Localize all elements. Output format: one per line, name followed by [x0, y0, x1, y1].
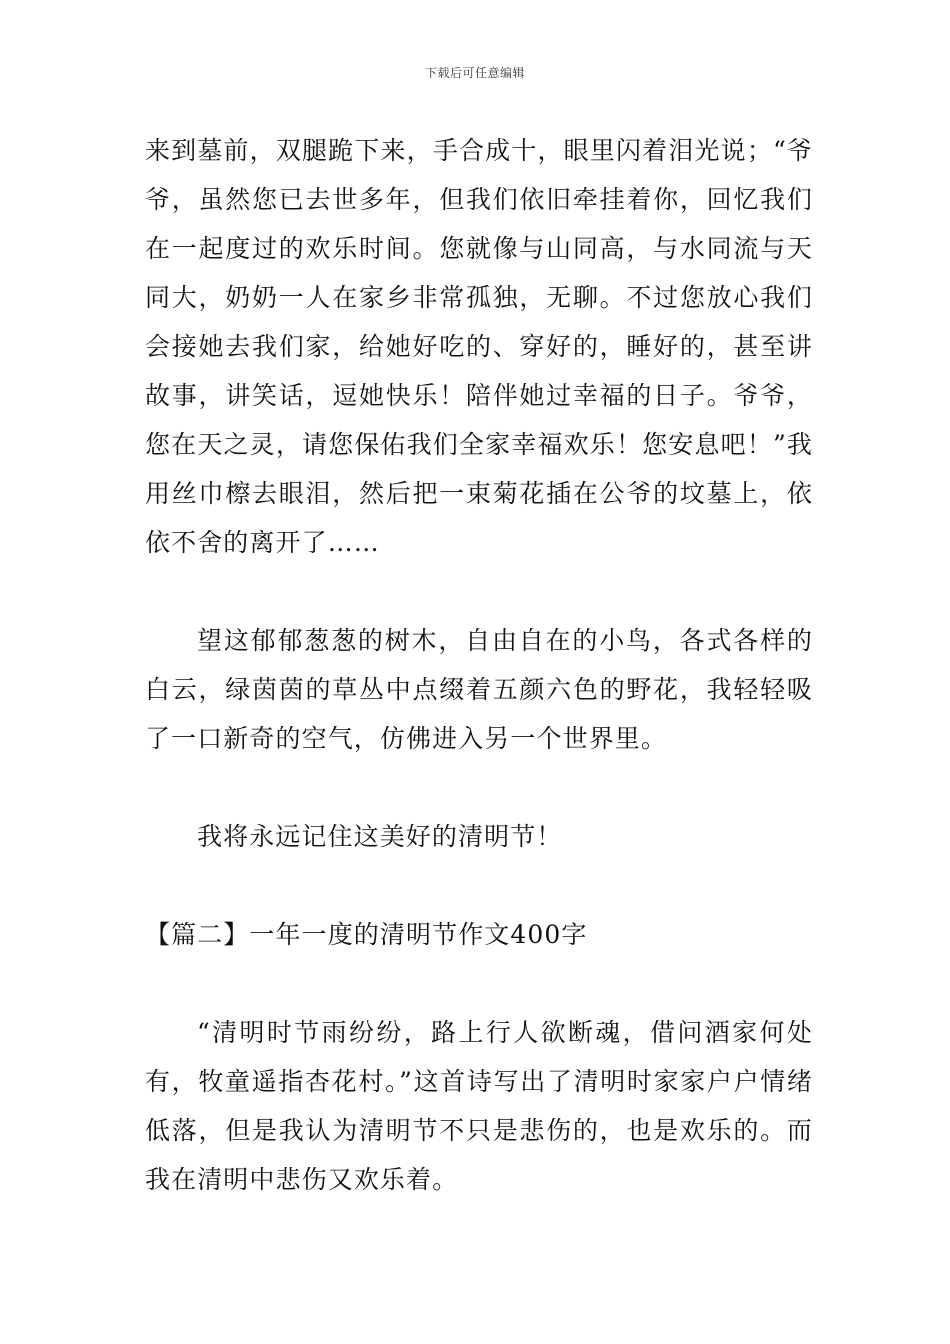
- paragraph-letter-to-grandpa: 来到墓前，双腿跪下来，手合成十，眼里闪着泪光说；“爷爷，虽然您已去世多年，但我们依旧牵挂着你，回忆我们在一起度过的欢乐时间。您就像与山同高，与水同流与天同大，奶奶一人在家乡非常孤独，无聊。不过您放心我们会接她去我们家，给她好吃的、穿好的，睡好的，甚至讲故事，讲笑话，逗她快乐！陪伴她过幸福的日子。爷爷，您在天之灵，请您保佑我们全家幸福欢乐！您安息吧！”我用丝巾檫去眼泪，然后把一束菊花插在公爷的坟墓上，依依不舍的离开了……: [145, 136, 813, 557]
- section-heading: 【篇二】一年一度的清明节作文400字: [145, 920, 588, 949]
- paragraph-scenery: 望这郁郁葱葱的树木，自由自在的小鸟，各式各样的白云，绿茵茵的草丛中点缀着五颜六色的野花，我轻轻吸了一口新奇的空气，仿佛进入另一个世界里。: [145, 626, 813, 753]
- paragraph-poem: “清明时节雨纷纷，路上行人欲断魂，借问酒家何处有，牧童遥指杏花村。”这首诗写出了清明时家家户户情绪低落，但是我认为清明节不只是悲伤的，也是欢乐的。而我在清明中悲伤又欢乐着。: [145, 1018, 813, 1194]
- paragraph-remember: 我将永远记住这美好的清明节！: [197, 822, 563, 851]
- document-body: [145, 126, 813, 1204]
- page-header: 下载后可任意编辑: [424, 66, 525, 80]
